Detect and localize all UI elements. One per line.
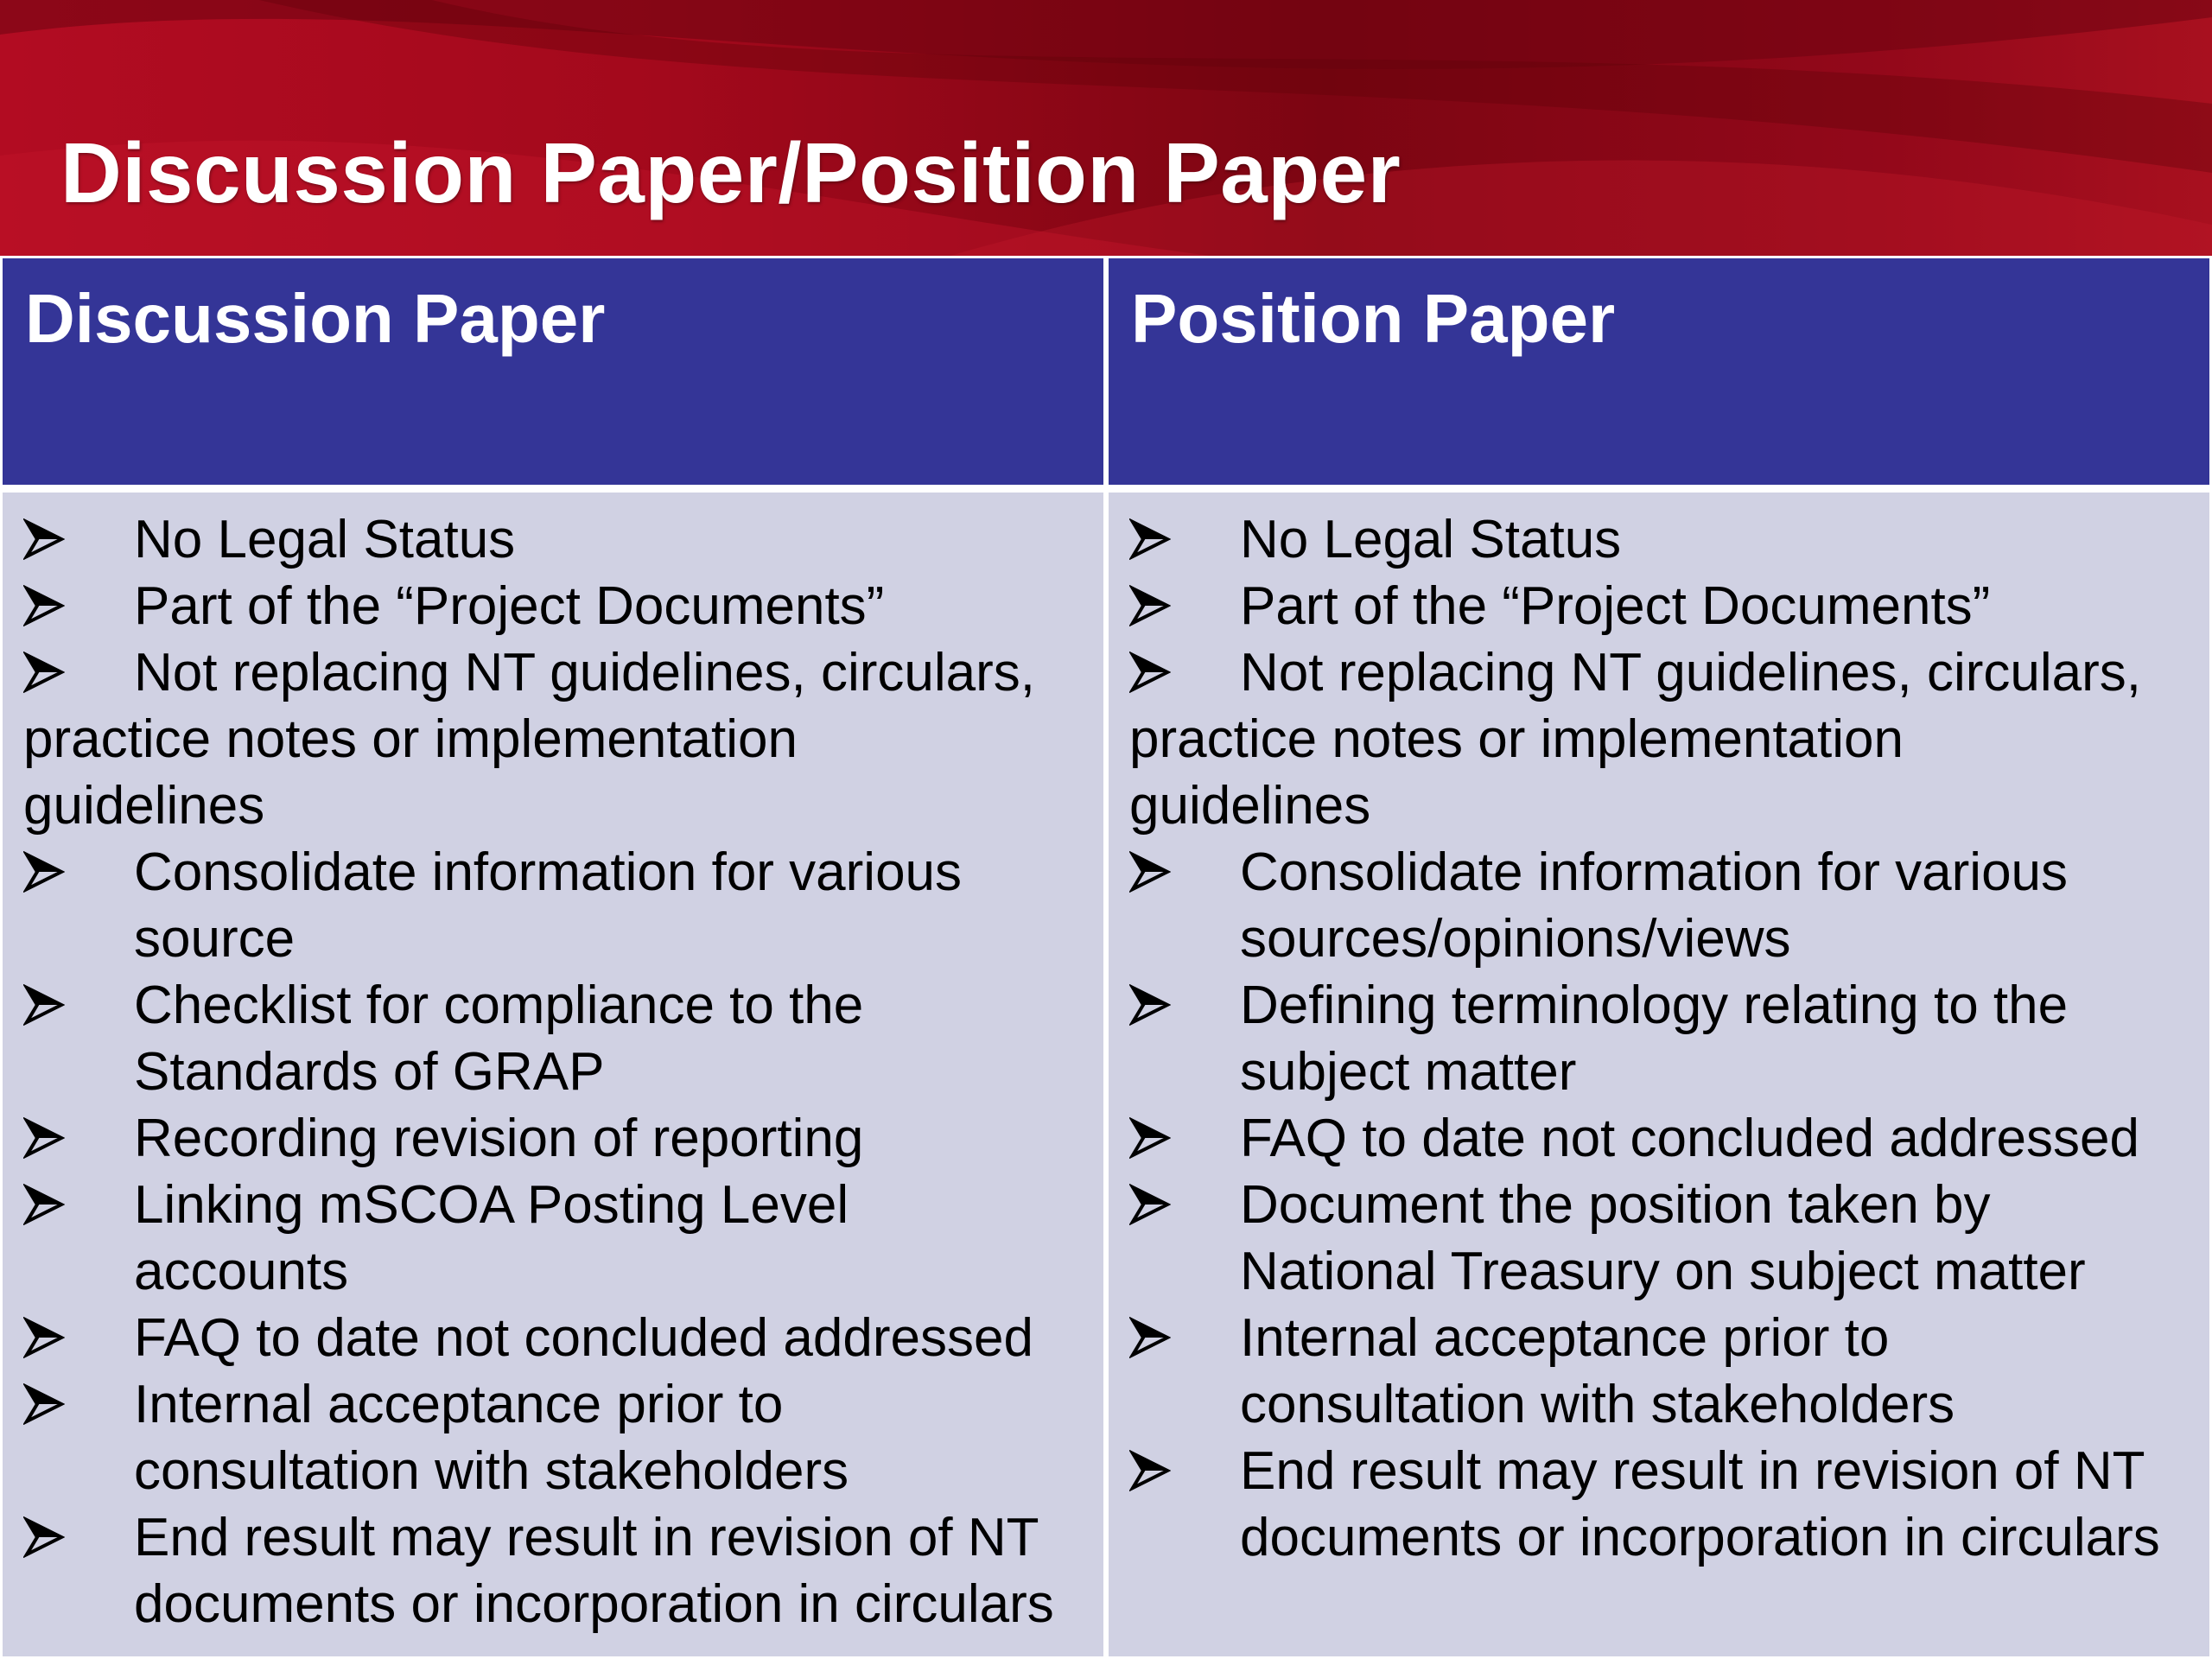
bullet-item <box>1129 972 2209 1105</box>
arrow-bullet-icon <box>23 1516 65 1558</box>
bullet-text-line: guidelines <box>23 776 265 836</box>
arrow-bullet-icon <box>23 518 65 560</box>
bullet-text-line: End result may result in revision of NT <box>134 1508 1039 1567</box>
bullet-item <box>23 972 1103 1105</box>
bullet-text-line: No Legal Status <box>134 510 516 569</box>
bullet-text-line: sources/opinions/views <box>1240 909 1791 969</box>
position-paper-bullets <box>1129 506 2209 1571</box>
bullet-text-line: FAQ to date not concluded addressed <box>1240 1109 2139 1168</box>
arrow-bullet-icon <box>23 1117 65 1159</box>
arrow-bullet-icon <box>1129 1450 1171 1491</box>
bullet-text-line: Defining terminology relating to the <box>1240 976 2069 1035</box>
arrow-bullet-icon <box>23 1184 65 1225</box>
arrow-bullet-icon <box>1129 1317 1171 1358</box>
bullet-item <box>23 639 1103 839</box>
bullet-text-line: guidelines <box>1129 776 1371 836</box>
title-banner <box>0 0 2212 256</box>
column-header-label: Position Paper <box>1131 280 1616 357</box>
bullet-text-line: documents or incorporation in circulars <box>134 1574 1054 1634</box>
bullet-item <box>1129 1305 2209 1438</box>
arrow-bullet-icon <box>23 1383 65 1425</box>
arrow-bullet-icon <box>1129 652 1171 693</box>
arrow-bullet-icon <box>1129 851 1171 893</box>
discussion-paper-cell <box>0 487 1106 1659</box>
bullet-text-line: Not replacing NT guidelines, circulars, <box>1240 643 2141 702</box>
bullet-text-line: Document the position taken by <box>1240 1175 1991 1235</box>
arrow-bullet-icon <box>23 1317 65 1358</box>
bullet-text-line: Internal acceptance prior to <box>134 1375 784 1434</box>
bullet-item <box>23 506 1103 573</box>
bullet-text-line: accounts <box>134 1242 349 1301</box>
bullet-text-line: consultation with stakeholders <box>1240 1375 1955 1434</box>
bullet-item <box>1129 506 2209 573</box>
bullet-item <box>1129 573 2209 639</box>
bullet-text-line: Part of the “Project Documents” <box>134 576 885 636</box>
bullet-text-line: Checklist for compliance to the <box>134 976 864 1035</box>
bullet-item <box>23 1504 1103 1637</box>
bullet-text-line: No Legal Status <box>1240 510 1622 569</box>
bullet-text-line: Part of the “Project Documents” <box>1240 576 1991 636</box>
bullet-item <box>23 839 1103 972</box>
bullet-text-line: Linking mSCOA Posting Level <box>134 1175 849 1235</box>
arrow-bullet-icon <box>1129 1117 1171 1159</box>
bullet-item <box>23 1371 1103 1504</box>
bullet-item <box>1129 1105 2209 1172</box>
discussion-paper-bullets <box>23 506 1103 1637</box>
arrow-bullet-icon <box>1129 585 1171 626</box>
arrow-bullet-icon <box>1129 518 1171 560</box>
bullet-text-line: subject matter <box>1240 1042 1577 1102</box>
slide-title: Discussion Paper/Position Paper <box>60 125 1402 220</box>
bullet-text-line: End result may result in revision of NT <box>1240 1441 2145 1501</box>
bullet-text-line: Consolidate information for various <box>134 842 963 902</box>
arrow-bullet-icon <box>23 652 65 693</box>
arrow-bullet-icon <box>1129 1184 1171 1225</box>
bullet-item <box>1129 1438 2209 1571</box>
column-header-label: Discussion Paper <box>25 280 606 357</box>
bullet-text-line: Consolidate information for various <box>1240 842 2069 902</box>
bullet-text-line: consultation with stakeholders <box>134 1441 849 1501</box>
arrow-bullet-icon <box>23 585 65 626</box>
bullet-text-line: source <box>134 909 296 969</box>
bullet-text-line: National Treasury on subject matter <box>1240 1242 2086 1301</box>
arrow-bullet-icon <box>1129 984 1171 1026</box>
bullet-item <box>1129 639 2209 839</box>
bullet-item <box>23 573 1103 639</box>
bullet-item <box>1129 839 2209 972</box>
arrow-bullet-icon <box>23 851 65 893</box>
bullet-item <box>23 1305 1103 1371</box>
bullet-text-line: practice notes or implementation <box>1129 709 1904 769</box>
bullet-text-line: practice notes or implementation <box>23 709 798 769</box>
bullet-item <box>23 1105 1103 1172</box>
bullet-text-line: documents or incorporation in circulars <box>1240 1508 2160 1567</box>
comparison-table <box>0 256 2212 1659</box>
column-header-position-paper <box>1106 256 2212 487</box>
position-paper-cell <box>1106 487 2212 1659</box>
bullet-item <box>23 1172 1103 1305</box>
bullet-text-line: Internal acceptance prior to <box>1240 1308 1890 1368</box>
bullet-text-line: Standards of GRAP <box>134 1042 605 1102</box>
arrow-bullet-icon <box>23 984 65 1026</box>
column-header-discussion-paper <box>0 256 1106 487</box>
bullet-text-line: FAQ to date not concluded addressed <box>134 1308 1033 1368</box>
bullet-item <box>1129 1172 2209 1305</box>
bullet-text-line: Recording revision of reporting <box>134 1109 864 1168</box>
bullet-text-line: Not replacing NT guidelines, circulars, <box>134 643 1035 702</box>
